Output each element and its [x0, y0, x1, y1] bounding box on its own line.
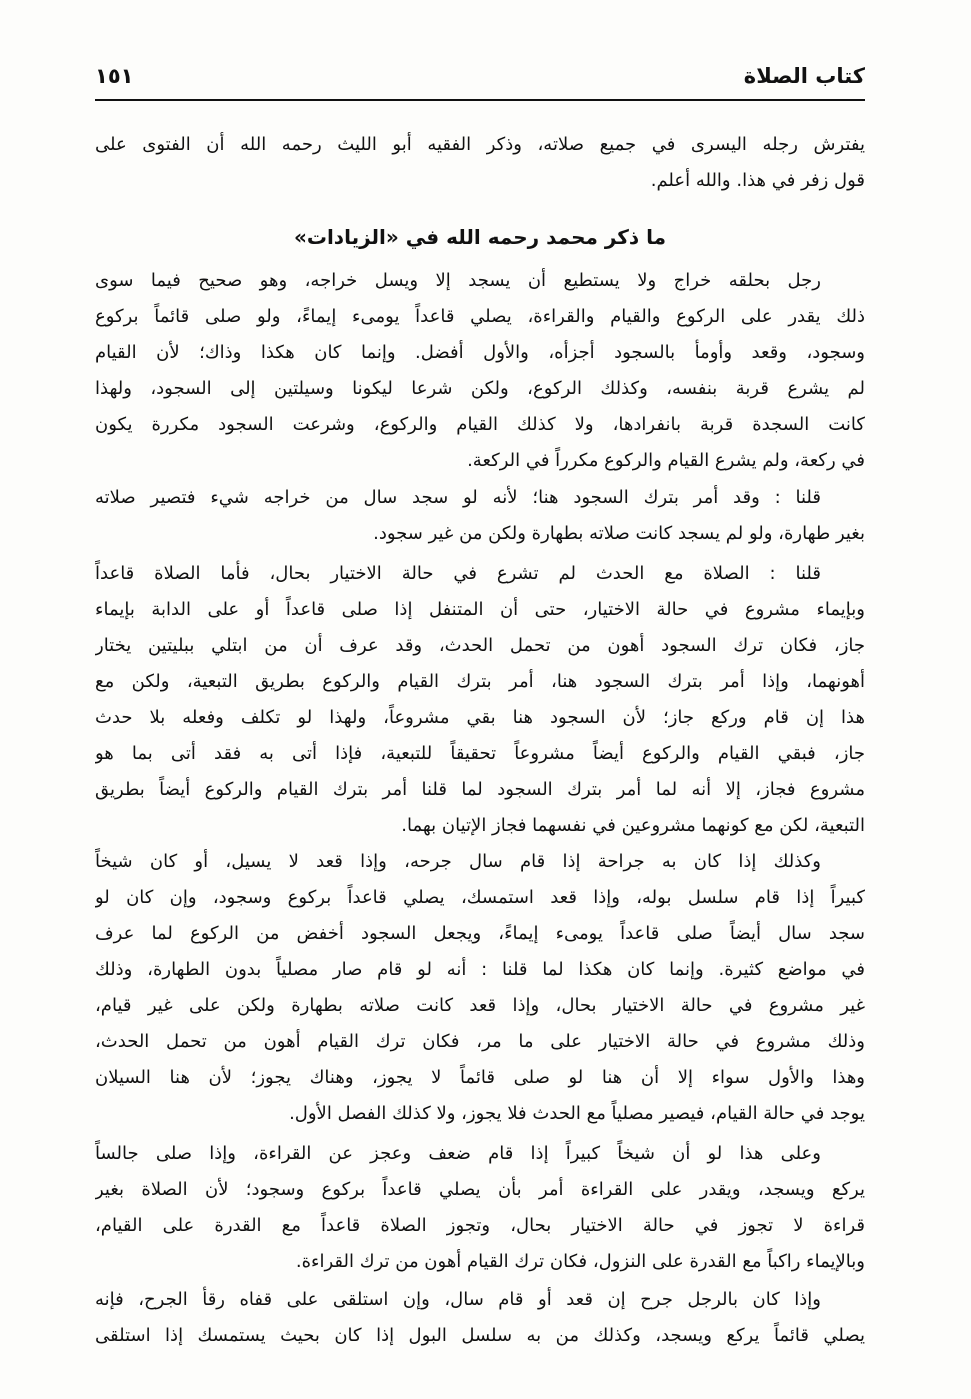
text-line: وذلك مشروع في حالة الاختيار على ما مر، فكان ترك القيام أهون من تحمل الحدث، [95, 1031, 865, 1052]
page-body [95, 127, 865, 1354]
text-line: قلنا : وقد أمر بترك السجود هنا؛ لأنه لو سجد سال من خراجه شيء فتصير صلاته [95, 487, 821, 508]
paragraph [95, 263, 865, 479]
text-line: وهذا والأول سواء إلا أن هنا لو صلى قائماً لا يجوز، وهناك يجوز؛ لأن هنا السيلان [95, 1067, 865, 1088]
text-line: كانت السجدة قربة بانفرادها، ولا كذلك القيام والركوع، وشرعت السجود مكررة يكون [95, 414, 865, 435]
text-line: لم يشرع قربة بنفسه، وكذلك الركوع، ولكن شرعا ليكونا وسيلتين إلى السجود، ولهذا [95, 378, 865, 399]
text-line: وإذا كان بالرجل جرح إن قعد أو قام سال، وإن استلقى على قفاه رقأ الجرح، فإنه [95, 1289, 821, 1310]
header-rule [95, 99, 865, 101]
text-line: كبيراً إذا قام سلسل بوله، وإذا قعد استمسك، يصلي قاعداً بركوع وسجود، وإن كان لو [95, 887, 865, 908]
paragraph [95, 844, 865, 1132]
paragraph [95, 127, 865, 199]
text-line: غير مشروع في حالة الاختيار بحال، وإذا قعد كانت صلاته بطهارة ولكن على غير قيام، [95, 995, 865, 1016]
text-line: هذا إن قام وركع جاز؛ لأن السجود هنا بقي مشروعاً، ولهذا لو تكلف وفعله بلا حدث [95, 707, 865, 728]
text-line: وكذلك إذا كان به جراحة إذا قام سال جرحه، وإذا قعد لا يسيل، أو كان شيخاً [95, 851, 821, 872]
text-line: وبالإيماء راكباً مع القدرة على النزول، فكان ترك القيام أهون من ترك القراءة. [295, 1251, 865, 1272]
page-number: ١٥١ [95, 64, 134, 88]
running-header [95, 58, 865, 94]
text-line: التبعية، لكن مع كونهما مشروعين في نفسهما فجاز الإتيان بهما. [401, 815, 865, 836]
paragraph [95, 556, 865, 844]
chapter-title: كتاب الصلاة [743, 64, 865, 88]
text-line: يركع ويسجد، ويقدر على القراءة أمر بأن يصلي قاعداً بركوع وسجود؛ لأن الصلاة بغير [95, 1179, 865, 1200]
paragraph [95, 1136, 865, 1280]
text-line: في مواضع كثيرة. وإنما كان هكذا لما قلنا : أنه لو قام صار مصلياً بدون الطهارة، وذلك [95, 959, 865, 980]
text-line: وبإيماء مشروع في حالة الاختيار، حتى أن المتنفل إذا صلى قاعداً أو على الدابة بإيماء [95, 599, 865, 620]
text-line: سجد سال أيضاً صلى قاعداً يومىء إيماءً، ويجعل السجود أخفض من الركوع لما عرف [95, 923, 865, 944]
paragraph [95, 1282, 865, 1354]
text-line: ذلك يقدر على الركوع والقيام والقراءة، يصلي قاعداً يومىء إيماءً، ولو صلى قائماً بركوع [95, 306, 865, 327]
text-line: أهونهما، وإذا أمر بترك السجود هنا، أمر بترك القيام والركوع بطريق التبعية، ولكن مع [95, 671, 865, 692]
text-line: قول زفر في هذا. والله أعلم. [650, 170, 865, 191]
text-line: مشروع فجاز، إلا أنه لما أمر بترك السجود لما قلنا أمر بترك القيام والركوع أيضاً بطريق [95, 779, 865, 800]
text-line: في ركعة، ولم يشرع القيام والركوع مكرراً في الركعة. [467, 450, 865, 471]
text-line: وسجود، وقعد وأومأ بالسجود أجزأه، والأول أفضل. وإنما كان هكذا وذاك؛ لأن القيام [95, 342, 865, 363]
text-line: يصلي قائماً يركع ويسجد، وكذلك من به سلسل البول إذا كان بحيث يستمسك إذا استلقى [95, 1325, 865, 1346]
text-line: وعلى هذا لو أن شيخاً كبيراً إذا قام ضعف وعجز عن القراءة، وإذا صلى جالساً [95, 1143, 821, 1164]
text-line: قراءة لا تجوز في حالة الاختيار بحال، وتجوز الصلاة قاعداً مع القدرة على القيام، [95, 1215, 865, 1236]
text-line: جاز، فبقي القيام والركوع أيضاً مشروعاً تحقيقاً للتبعية، فإذا أتى به فقد أتى بما هو [95, 743, 865, 764]
text-line: بغير طهارة، ولو لم يسجد كانت صلاته بطهارة ولكن من غير سجود. [373, 523, 865, 544]
text-line: يفترش رجله اليسرى في جميع صلاته، وذكر الفقيه أبو الليث رحمه الله أن الفتوى على [95, 134, 865, 155]
text-line: رجل بحلقه خراج ولا يستطيع أن يسجد إلا ويسل خراجه، وهو صحيح فيما سوى [95, 270, 821, 291]
paragraph [95, 480, 865, 552]
text-line: قلنا : الصلاة مع الحدث لم تشرع في حالة الاختيار بحال، فأما الصلاة قاعداً [95, 563, 821, 584]
text-line: جاز، فكان ترك السجود أهون من تحمل الحدث، وقد عرف أن من ابتلي ببليتين يختار [95, 635, 865, 656]
section-heading: ما ذكر محمد رحمه الله في «الزيادات» [293, 225, 667, 249]
text-line: يوجد في حالة القيام، فيصير مصلياً مع الحدث فلا يجوز، ولا كذلك الفصل الأول. [289, 1103, 865, 1124]
